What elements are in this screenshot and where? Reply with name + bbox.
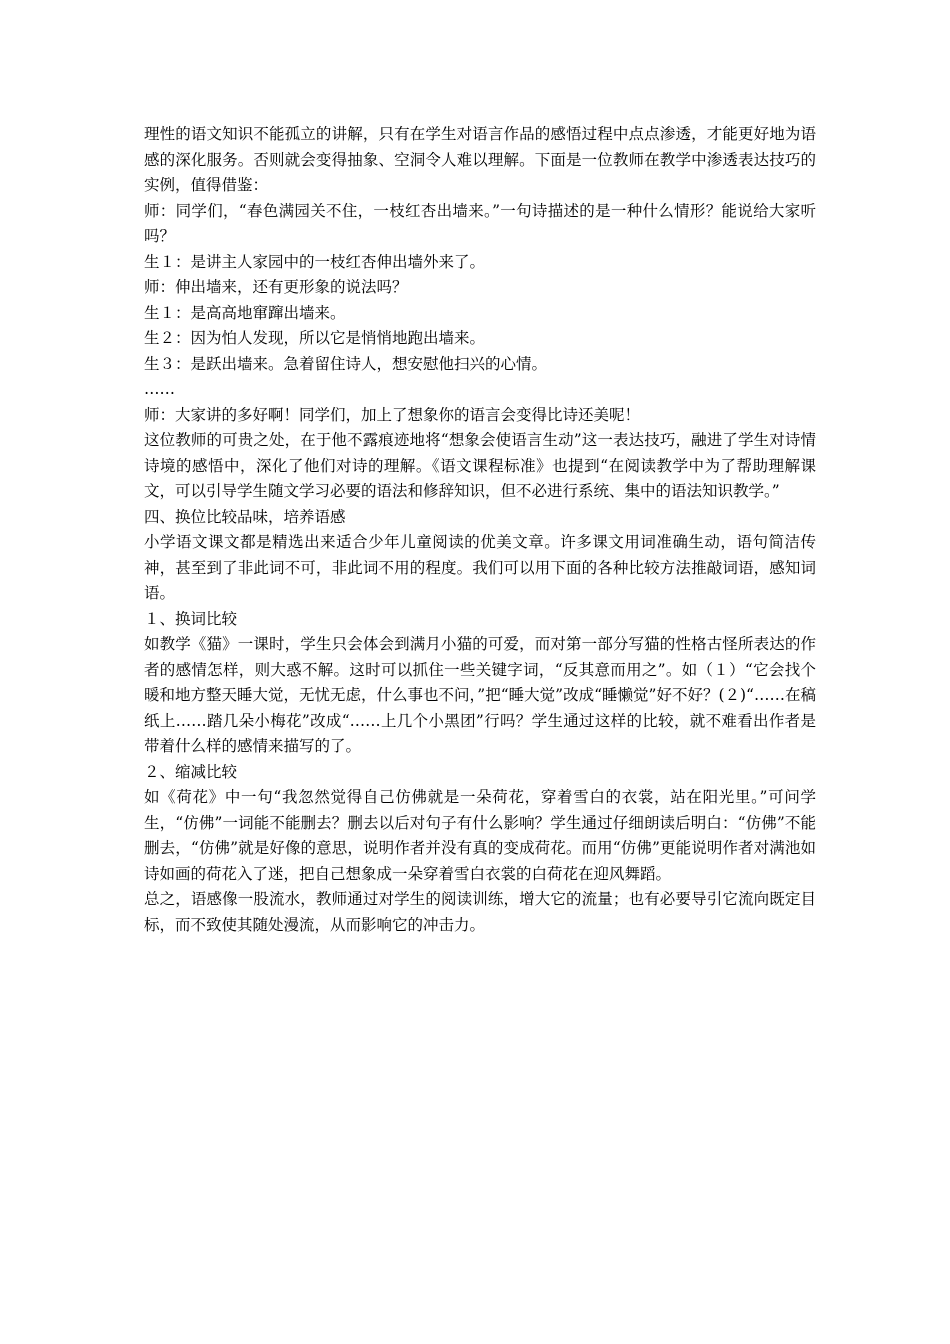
subheading-word-substitution: １、换词比较 <box>144 609 238 628</box>
paragraph-student-3-answer: 生３：是跃出墙来。急着留住诗人，想安慰他扫兴的心情。 <box>144 354 548 373</box>
paragraph-teacher-followup: 师：伸出墙来，还有更形象的说法吗？ <box>144 278 408 296</box>
paragraph-student-1-answer-2: 生１：是高高地窜蹿出墙来。 <box>144 303 346 322</box>
paragraph-commentary: 这位教师的可贵之处，在于他不露痕迹地将“想象会使语言生动”这一表达技巧，融进了学生对诗情诗境的感悟中，深化了他们对诗的理解。《语文课程标准》也提到“在阅读教学中为了帮助理解课文，可以引导学生随文学习必要的语法和修辞知识，但不必进行系统、集中的语法知识教学。” <box>144 431 816 500</box>
paragraph-intro: 理性的语文知识不能孤立的讲解，只有在学生对语言作品的感悟过程中点点渗透，才能更好地为语感的深化服务。否则就会变得抽象、空洞令人难以理解。下面是一位教师在教学中渗透表达技巧的实例，值得借鉴： <box>144 125 816 194</box>
paragraph-conclusion: 总之，语感像一股流水，教师通过对学生的阅读训练，增大它的流量；也有必要导引它流向既定目标，而不致使其随处漫流，从而影响它的冲击力。 <box>144 890 816 934</box>
paragraph-teacher-question: 师：同学们，“春色满园关不住，一枝红杏出墙来。”一句诗描述的是一种什么情形？能说给大家听吗？ <box>144 201 816 245</box>
paragraph-cat-example: 如教学《猫》一课时，学生只会体会到满月小猫的可爱，而对第一部分写猫的性格古怪所表达的作者的感情怎样，则大惑不解。这时可以抓住一些关键字词，“反其意而用之”。如（１）“它会找个暖和地方整天睡大觉，无忧无虑，什么事也不问，”把“睡大觉”改成“睡懒觉”好不好？(２)“……在稿纸上……踏几朵小梅花”改成“……上几个小黑团”行吗？学生通过这样的比较，就不难看出作者是带着什么样的感情来描写的了。 <box>144 635 816 755</box>
subheading-reduction-comparison: ２、缩减比较 <box>144 762 238 781</box>
paragraph-section-4-intro: 小学语文课文都是精选出来适合少年儿童阅读的优美文章。许多课文用词准确生动，语句简洁传神，甚至到了非此词不可，非此词不用的程度。我们可以用下面的各种比较方法推敲词语，感知词语。 <box>144 533 816 602</box>
paragraph-teacher-praise: 师：大家讲的多好啊！同学们，加上了想象你的语言会变得比诗还美呢！ <box>144 405 641 424</box>
paragraph-ellipsis: …… <box>144 380 175 398</box>
paragraph-student-1-answer: 生１：是讲主人家园中的一枝红杏伸出墙外来了。 <box>144 252 486 271</box>
section-heading-4: 四、换位比较品味，培养语感 <box>144 507 346 526</box>
document-page <box>144 122 816 938</box>
paragraph-student-2-answer: 生２：因为怕人发现，所以它是悄悄地跑出墙来。 <box>144 329 486 347</box>
paragraph-lotus-example: 如《荷花》中一句“我忽然觉得自己仿佛就是一朵荷花，穿着雪白的衣裳，站在阳光里。”可问学生，“仿佛”一词能不能删去？删去以后对句子有什么影响？学生通过仔细朗读后明白：“仿佛”不能删去，“仿佛”就是好像的意思，说明作者并没有真的变成荷花。而用“仿佛”更能说明作者对满池如诗如画的荷花入了迷，把自己想象成一朵穿着雪白衣裳的白荷花在迎风舞蹈。 <box>144 788 816 883</box>
